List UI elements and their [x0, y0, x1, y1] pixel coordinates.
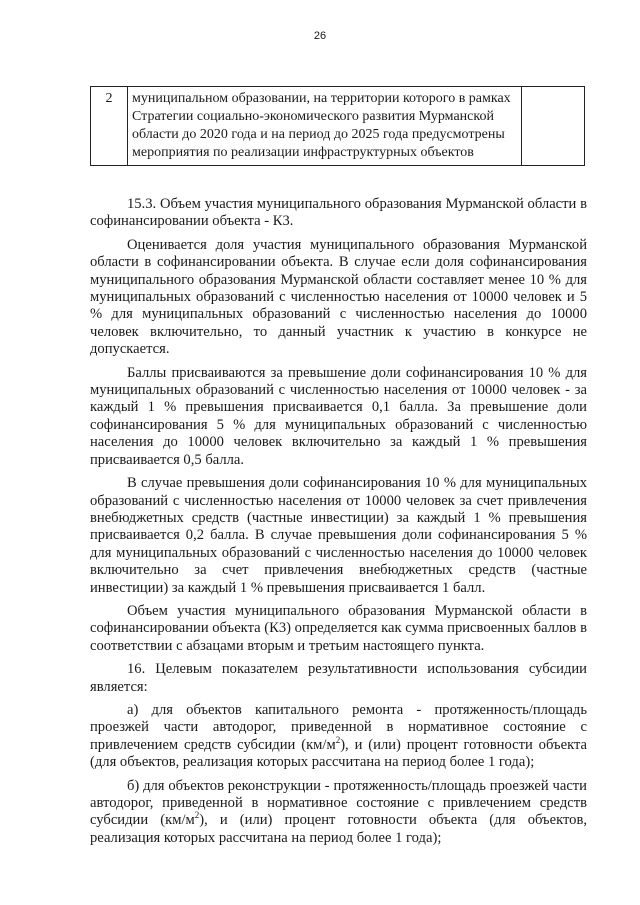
row-number-cell: 2	[91, 87, 128, 166]
item-b-text-end: ), и (или) процент готовности объекта (для объектов, реализация которых рассчитана на период более 1 года);	[90, 812, 587, 846]
paragraph-16: 16. Целевым показателем результативности использования субсидии является:	[90, 661, 587, 695]
paragraph-share-assessment: Оценивается доля участия муниципального образования Мурманской области в софинансировании объекта. В случае если доля софинансирования муниципального образования Мурманской области составляет менее 10 % для муниципальных образований с численностью населения от 10000 человек и 5 % для муниципальных образований с численностью населения до 10000 человек включительно, то данный участник к участию в конкурсе не допускается.	[90, 236, 587, 358]
item-b-superscript: 2	[194, 810, 200, 821]
row-text-cell: муниципальном образовании, на территории которого в рамках Стратегии социально-экономического развития Мурманской области до 2020 года и на период до 2025 года предусмотрены мероприятия по реализации инфраструктурных объектов	[128, 87, 522, 166]
paragraph-points-excess: Баллы присваиваются за превышение доли софинансирования 10 % для муниципальных образований с численностью населения от 10000 человек - за каждый 1 % превышения присваивается 0,1 балла. За превышение доли софинансирования 5 % для муниципальных образований с численностью населения до 10000 человек включительно за каждый 1 % превышения присваивается 0,5 балла.	[90, 364, 587, 468]
table-row	[91, 87, 585, 166]
document-body	[90, 196, 587, 853]
item-a-superscript: 2	[335, 734, 341, 745]
paragraph-k3-definition: Объем участия муниципального образования Мурманской области в софинансировании объекта (К3) определяется как сумма присвоенных баллов в соответствии с абзацами вторым и третьим настоящего пункта.	[90, 602, 587, 654]
item-b-text-start: б) для объектов реконструкции - протяженность/площадь проезжей части автодорог, приведенной в нормативное состояние с привлечением средств субсидии (км/м	[90, 777, 587, 829]
paragraph-item-a	[90, 702, 587, 772]
page-number: 26	[313, 30, 327, 42]
row-score-cell	[522, 87, 585, 166]
item-a-text-end: ), и (или) процент готовности объекта (для объектов, реализация которых рассчитана на период более 1 года);	[90, 736, 587, 771]
paragraph-item-b	[90, 778, 587, 848]
paragraph-15-3: 15.3. Объем участия муниципального образования Мурманской области в софинансировании объекта - К3.	[90, 196, 587, 230]
criteria-table	[90, 86, 585, 166]
paragraph-points-extrabudget: В случае превышения доли софинансирования 10 % для муниципальных образований с численностью населения от 10000 человек за счет привлечения внебюджетных средств (частные инвестиции) за каждый 1 % превышения присваивается 0,2 балла. В случае превышения доли софинансирования 5 % для муниципальных образований с численностью населения до 10000 человек включительно за счет привлечения внебюджетных средств (частные инвестиции) за каждый 1 % превышения присваивается 1 балл.	[90, 475, 587, 596]
item-a-text-start: а) для объектов капитального ремонта - протяженность/площадь проезжей части автодорог, приведенной в нормативное состояние с привлечением средств субсидии (км/м	[90, 701, 587, 753]
